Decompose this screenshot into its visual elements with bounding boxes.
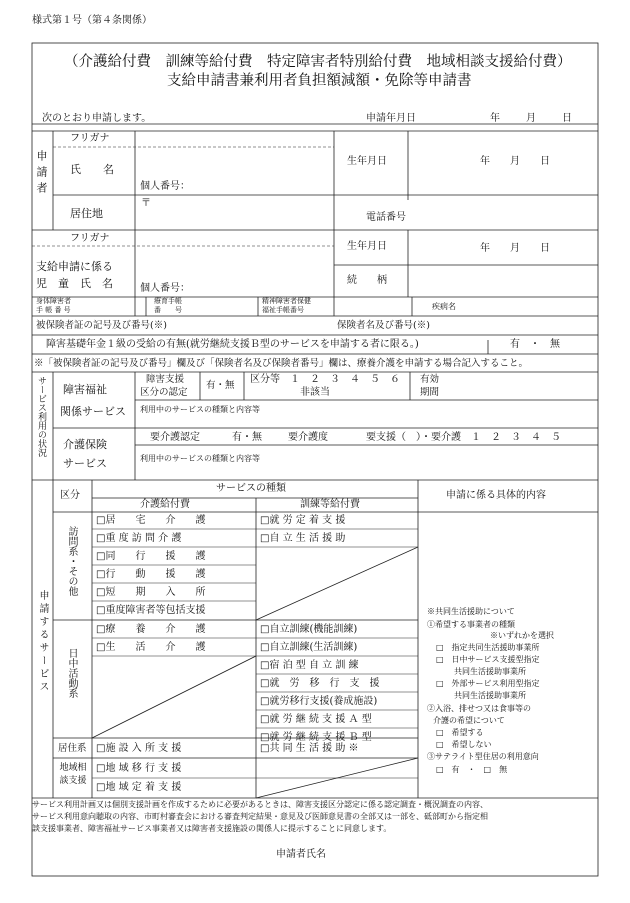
welfare-service-label-1: 障害福祉 xyxy=(63,383,107,396)
training-item[interactable]: □共 同 生 活 援 助 ※ xyxy=(260,743,359,754)
group-visit-label: 訪問系・その他 xyxy=(66,526,77,596)
care-benefit-column: 介護給付費 xyxy=(140,499,190,510)
care-cert-label: 要介護認定 xyxy=(150,432,200,443)
care-item[interactable]: □施 設 入 所 支 援 xyxy=(96,743,182,754)
apply-date-label: 申請年月日 xyxy=(366,113,416,124)
training-benefit-column: 訓練等給付費 xyxy=(300,499,360,510)
group-daytime-label: 日中活動系 xyxy=(66,648,77,698)
applicant-birth-label: 生年月日 xyxy=(347,156,387,167)
detail-column: 申請に係る具体的内容 xyxy=(446,490,546,501)
care-item[interactable]: □重 度 訪 問 介 護 xyxy=(96,533,182,544)
care-item[interactable]: □地 域 定 着 支 援 xyxy=(96,782,182,793)
care-item[interactable]: □居 宅 介 護 xyxy=(96,515,206,526)
signature-label[interactable]: 申請者氏名 xyxy=(276,849,326,860)
child-relation-label: 続 柄 xyxy=(347,275,387,286)
care-grade-options[interactable]: 要支援（ ）・要介護 １ ２ ３ ４ ５ xyxy=(366,432,561,443)
insurer-label: 保険者名及び番号(※) xyxy=(337,320,430,331)
applicant-furigana-label: フリガナ xyxy=(70,133,110,144)
training-item[interactable]: □自立訓練(生活訓練) xyxy=(260,642,358,653)
training-item[interactable]: □自立訓練(機能訓練) xyxy=(260,624,358,635)
note-line: ※いずれかを選択 xyxy=(490,631,554,640)
welfare-service-label-2: 関係サービス xyxy=(60,405,126,418)
note-line: ①希望する事業者の種類 xyxy=(427,620,515,629)
support-category-levels[interactable]: 区分等 １ ２ ３ ４ ５ ６ xyxy=(250,374,400,385)
valid-period-label-1: 有効 xyxy=(420,374,440,385)
care-item[interactable]: □同 行 援 護 xyxy=(96,551,206,562)
rehab-card-label-1: 療育手帳 xyxy=(154,297,182,305)
care-insurance-label-2: サービス xyxy=(63,457,107,470)
disease-label: 疾病名 xyxy=(432,302,456,311)
support-category-label-2: 区分の認定 xyxy=(140,387,188,398)
training-item[interactable]: □宿 泊 型 自 立 訓 練 xyxy=(260,660,359,671)
child-furigana-label: フリガナ xyxy=(70,233,110,244)
services-kubun-label: 区分 xyxy=(60,490,80,501)
note-line: 共同生活援助事業所 xyxy=(454,667,526,676)
services-kind-label: サービスの種類 xyxy=(216,483,286,494)
apply-date-day[interactable]: 日 xyxy=(562,113,572,124)
usage-section-label: サービス利用の状況 xyxy=(36,376,46,457)
child-birth-label: 生年月日 xyxy=(347,241,387,252)
form-title-line1: （介護給付費 訓練等給付費 特定障害者特別給付費 地域相談支援給付費） xyxy=(64,54,572,70)
care-item[interactable]: □短 期 入 所 xyxy=(96,587,206,598)
welfare-in-use-label: 利用中のサービスの種類と内容等 xyxy=(140,405,260,414)
child-name-label-2: 児 童 氏 名 xyxy=(36,277,113,290)
applicant-section-label: 申請者 xyxy=(35,150,48,198)
mental-card-label-1: 精神障害者保健 xyxy=(262,297,311,305)
apply-date-month[interactable]: 月 xyxy=(526,113,536,124)
applicant-phone-label: 電話番号 xyxy=(366,212,406,223)
training-item[interactable]: □就 労 移 行 支 援 xyxy=(260,678,380,689)
form-id: 様式第１号（第４条関係） xyxy=(32,15,152,26)
form-title-line2: 支給申請書兼利用者負担額減額・免除等申請書 xyxy=(167,73,472,89)
apply-text: 次のとおり申請します。 xyxy=(42,113,152,124)
note-line: 共同生活援助事業所 xyxy=(454,691,526,700)
physical-card-label-2: 手 帳 番 号 xyxy=(36,306,71,314)
care-insurance-label-1: 介護保険 xyxy=(63,438,107,451)
note-option[interactable]: □ 指定共同生活援助事業所 xyxy=(436,643,540,652)
care-in-use-label: 利用中のサービスの種類と内容等 xyxy=(140,454,260,463)
rehab-card-label-2: 番 号 xyxy=(154,306,182,314)
child-name-label-1: 支給申請に係る xyxy=(36,260,113,273)
training-item[interactable]: □自 立 生 活 援 助 xyxy=(260,533,346,544)
care-cert-yes-no[interactable]: 有・無 xyxy=(232,432,262,443)
training-item[interactable]: □就 労 定 着 支 援 xyxy=(260,515,346,526)
care-item[interactable]: □行 動 援 護 xyxy=(96,569,206,580)
training-item[interactable]: □就労移行支援(養成施設) xyxy=(260,696,378,707)
support-category-label-1: 障害支援 xyxy=(146,374,185,385)
applicant-my-number[interactable]: 個人番号： xyxy=(140,181,190,192)
child-birth-value[interactable]: 年 月 日 xyxy=(480,243,550,254)
physical-card-label-1: 身体障害者 xyxy=(36,297,71,305)
care-item[interactable]: □療 養 介 護 xyxy=(96,624,206,635)
valid-period-label-2: 期間 xyxy=(420,387,440,398)
training-item[interactable]: □就 労 継 続 支 援 Ａ 型 xyxy=(260,714,372,725)
insured-note: ※「被保険者証の記号及び番号」欄及び「保険者名及び保険者番号」欄は、療養介護を申請する場合記入すること。 xyxy=(34,358,529,369)
apply-date-year[interactable]: 年 xyxy=(490,113,500,124)
care-item[interactable]: □重度障害者等包括支援 xyxy=(96,605,206,616)
consent-line: 談支援事業者、障害福祉サービス事業者又は障害者支援施設の関係人に提示することに同意します。 xyxy=(32,824,392,833)
note-line: ③サテライト型住居の利用意向 xyxy=(427,752,539,761)
group-residential-label: 居住系 xyxy=(58,743,87,754)
care-item[interactable]: □地 域 移 行 支 援 xyxy=(96,763,182,774)
services-section-label: 申請するサービス xyxy=(37,590,48,694)
consent-line: サービス利用計画又は個別支援計画を作成するために必要があるときは、障害支援区分認定に係る認定調査・概況調査の内容、 xyxy=(32,800,488,809)
care-item[interactable]: □生 活 介 護 xyxy=(96,642,206,653)
pension-yes-no[interactable]: 有 ・ 無 xyxy=(510,339,560,350)
note-option[interactable]: □ 外部サービス利用型指定 xyxy=(436,679,540,688)
consent-line: サービス利用意向聴取の内容、市町村審査会における審査判定結果・意見及び医師意見書の全部又は一部を、砥部町から指定相 xyxy=(32,812,488,821)
mental-card-label-2: 福祉手帳番号 xyxy=(262,306,304,314)
note-line: ※共同生活援助について xyxy=(427,607,515,616)
applicant-postal[interactable]: 〒 xyxy=(141,198,151,209)
note-line: 介護の希望について xyxy=(433,716,505,725)
insured-number-label: 被保険者証の記号及び番号(※) xyxy=(36,320,167,331)
group-community-label: 地域相談支援 xyxy=(59,763,87,786)
note-option[interactable]: □ 有 ・ □ 無 xyxy=(436,765,508,774)
applicant-name-label: 氏 名 xyxy=(70,163,114,176)
note-option[interactable]: □ 希望する xyxy=(436,728,484,737)
applicant-birth-value[interactable]: 年 月 日 xyxy=(480,156,550,167)
support-category-non[interactable]: 非該当 xyxy=(300,387,330,398)
note-line: ②入浴、排せつ又は食事等の xyxy=(427,704,531,713)
note-option[interactable]: □ 希望しない xyxy=(436,740,492,749)
child-my-number[interactable]: 個人番号： xyxy=(140,283,190,294)
training-item[interactable]: □就 労 継 続 支 援 Ｂ 型 xyxy=(260,732,372,743)
applicant-address-label: 居住地 xyxy=(70,207,103,220)
support-category-yes-no[interactable]: 有・無 xyxy=(206,380,235,391)
care-level-label: 要介護度 xyxy=(288,432,328,443)
note-option[interactable]: □ 日中サービス支援型指定 xyxy=(436,655,540,664)
pension-label: 障害基礎年金１級の受給の有無(就労継続支援Ｂ型のサービスを申請する者に限る。) xyxy=(46,339,419,350)
